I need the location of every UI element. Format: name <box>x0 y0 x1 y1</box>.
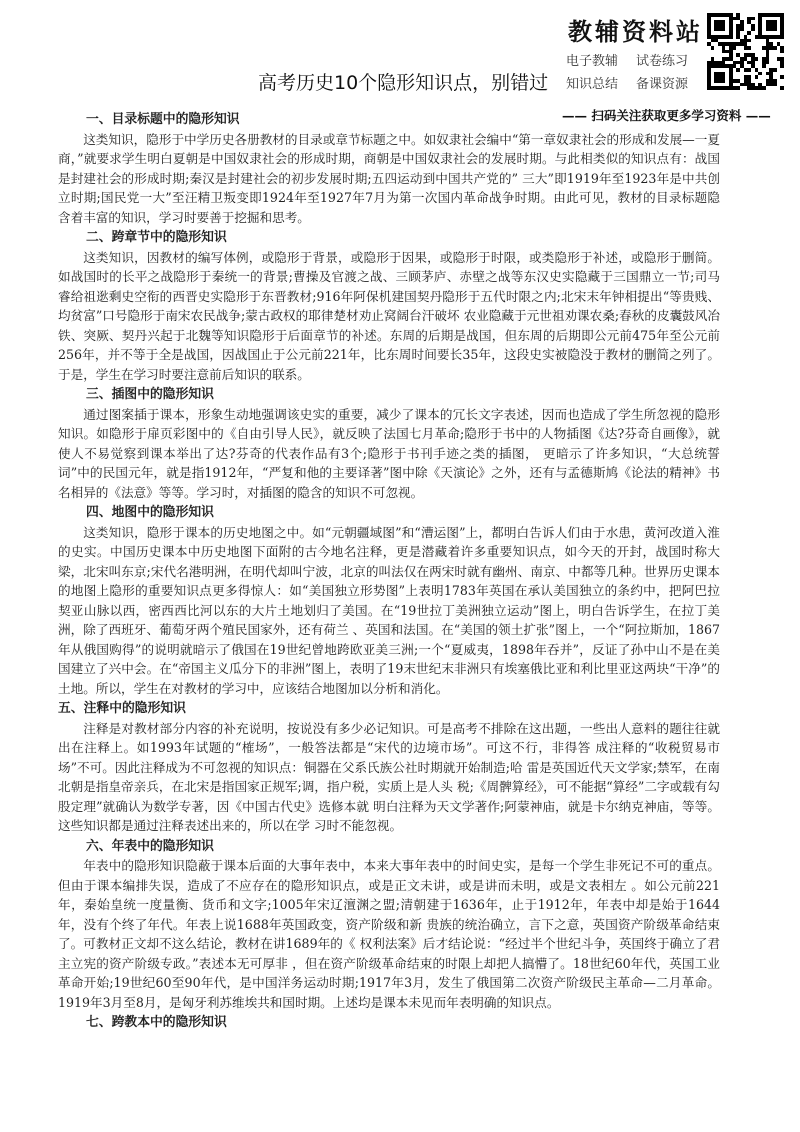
qr-code-icon <box>707 13 784 90</box>
section-heading: 六、年表中的隐形知识 <box>86 838 214 854</box>
document-title: 高考历史10个隐形知识点，别错过 <box>258 72 549 94</box>
section-heading: 三、插图中的隐形知识 <box>86 387 214 402</box>
page-header <box>0 0 800 123</box>
section <box>58 110 720 227</box>
brand-link-exercises[interactable]: 试卷练习 <box>636 54 689 69</box>
section-heading: 七、跨教本中的隐形知识 <box>86 1015 227 1030</box>
section <box>58 837 720 1013</box>
section-paragraph: 注释是对教材部分内容的补充说明，按说没有多少必记知识。可是高考不排除在这出题，一些出人意料的题往往就出在注释上。如1993年试题的“榷场”，一般答法都是“宋代的边境市场”。可这不行，非得答 成注释的“收税贸易市场”不可。因此注释成为不可忽视的知识点：铜器在父系氏族公社时期就开始制造;哈 雷是英国近代天文学家;禁军，在南北朝是指皇帝亲兵，在北宋是指国家正规军;调，指户税，实质上是人头 税;《周髀算经》，可不能据“算经”二字或载有勾股定理”就确认为数学专著，因《中国古代史》选修本就 明白注释为天文学著作;阿蒙神庙，就是卡尔纳克神庙，等等。这些知识都是通过注释表述出来的，所以在学 习时不能忽视。 <box>58 720 720 833</box>
brand-link-resources[interactable]: 备课资源 <box>636 77 689 92</box>
section-paragraph: 这类知识，隐形于中学历史各册教材的目录或章节标题之中。如奴隶社会编中“第一章奴隶社会的形成和发展—一夏商，”就要求学生明白夏朝是中国奴隶社会的形成时期，商朝是中国奴隶社会的发展时期。与此相类似的知识点有：战国是封建社会的形成时期;秦汉是封建社会的初步发展时期;五四运动到中国共产党的” 三大”即1919年至1923年是中共创立时期;国民党一大”至汪精卫叛变即1924年至1927年7月为第一次国内革命战争时期。由此可见，教材的目录标题隐含着丰富的知识，学习时要善于挖掘和思考。 <box>58 131 720 225</box>
section-paragraph: 年表中的隐形知识隐蔽于课本后面的大事年表中，本来大事年表中的时间史实，是每一个学生非死记不可的重点。但由于课本编排失误，造成了不应存在的隐形知识点，或是正文未讲，或是讲而未明，或是文表相左 。如公元前221年，秦始皇统一度量衡、货币和文字;1005年宋辽澶渊之盟;清朝建于1636年，止于1912年，年表中却是始于1644年，没有个终了年代。年表上说1688年英国政变，资产阶级和新 贵族的统治确立，言下之意，英国资产阶级革命结束了。可教材正文却不这么结论，教材在讲1689年的《 权利法案》后才结论说：“经过半个世纪斗争，英国终于确立了君主立宪的资产阶级专政。”表述本无可厚非 ，但在资产阶级革命结束的时限上却把人搞懵了。18世纪60年代，英国工业革命开始;19世纪60至90年代，是中国洋务运动时期;1917年3月，发生了俄国第二次资产阶级民主革命—二月革命。1919年3月至8月，是匈牙利苏维埃共和国时期。上述均是课本未见而年表明确的知识点。 <box>58 858 720 1010</box>
brand-link-ebooks[interactable]: 电子教辅 <box>566 54 619 69</box>
brand-name: 教辅资料站 <box>568 18 703 46</box>
brand-links <box>566 50 701 92</box>
section-heading: 五、注释中的隐形知识 <box>58 701 186 716</box>
section-paragraph: 通过图案插于课本，形象生动地强调该史实的重要，减少了课本的冗长文字表述，因而也造成了学生所忽视的隐形知识。如隐形于扉页彩图中的《自由引导人民》，就反映了法国七月革命;隐形于书中的人物插图《达?芬奇自画像》，就使人不易觉察到课本举出了达?芬奇的代表作品有3个;隐形于书刊手迹之类的插图， 更暗示了许多知识，“大总统誓词”中的民国元年，就是指1912年，“严复和他的主要译著”图中除《天演论》之外，还有与孟德斯鸠《论法的精神》书名相异的《法意》等等。学习时，对插图的隐含的知识不可忽视。 <box>58 406 720 500</box>
section <box>58 699 720 836</box>
section-heading: 四、地图中的隐形知识 <box>86 505 214 520</box>
section-heading: 二、跨章节中的隐形知识 <box>86 230 227 245</box>
brand-link-summary[interactable]: 知识总结 <box>566 77 619 92</box>
section-heading: 一、目录标题中的隐形知识 <box>86 112 240 127</box>
section <box>58 228 720 384</box>
scan-slogan: —— 扫码关注获取更多学习资料 —— <box>562 108 771 123</box>
section <box>58 503 720 698</box>
section-paragraph: 这类知识，隐形于课本的历史地图之中。如“元朝疆域图”和“漕运图”上，都明白告诉人们由于水患，黄河改道入淮的史实。中国历史课本中历史地图下面附的古今地名注释，更是潜藏着许多重要知识点，如今天的开封，战国时称大梁，北宋叫东京;宋代名港明洲，在明代却叫宁波，北京的叫法仅在两宋时就有幽州、南京、中都等几种。世界历史课本的地图上隐形的重要知识点更多得惊人：如“美国独立形势图”上表明1783年英国在承认美国独立的条约中，把阿巴拉契亚山脉以西，密西西比河以东的大片土地划归了美国。在“19世拉丁美洲独立运动”图上，明白告诉学生，在拉丁美洲，除了西班牙、葡萄牙两个殖民国家外，还有荷兰 、英国和法国。在“美国的领土扩张”图上，一个“阿拉斯加，1867年从俄国购得”的说明就暗示了俄国在19世纪曾地跨欧亚美三洲;一个“夏威夷，1898年吞并”，反证了孙中山不是在美国建立了兴中会。在“帝国主义瓜分下的非洲”图上，表明了19末世纪末非洲只有埃塞俄比亚和利比里亚这两块“干净”的土地。所以，学生在对教材的学习中，应该结合地图加以分析和消化。 <box>58 524 720 696</box>
section-paragraph: 这类知识，因教材的编写体例，或隐形于背景，或隐形于因果，或隐形于时限，或类隐形于补述，或隐形于删简。如战国时的长平之战隐形于秦统一的背景;曹操及官渡之战、三顾茅庐、赤壁之战等东汉史实隐藏于三国鼎立一节;司马睿给祖逖剩史空衔的西晋史实隐形于东晋教材;916年阿保机建国契丹隐形于五代时限之内;北宋末年钟相提出“等贵贱、均贫富”口号隐形于南宋农民战争;蒙古政权的耶律楚材劝止窝阔台汗破坏 农业隐藏于元世祖劝课农桑;春秋的皮囊鼓风冶铁、突厥、契丹兴起于北魏等知识隐形于后面章节的补述。东周的后期是战国，但东周的后期即公元前475年至公元前256年，并不等于全是战国，因战国止于公元前221年，比东周时间要长35年，这段史实被隐没于教材的删简之列了。于是，学生在学习时要注意前后知识的联系。 <box>58 249 720 382</box>
section <box>58 385 720 502</box>
section <box>58 1013 720 1033</box>
article-body <box>58 110 720 1033</box>
